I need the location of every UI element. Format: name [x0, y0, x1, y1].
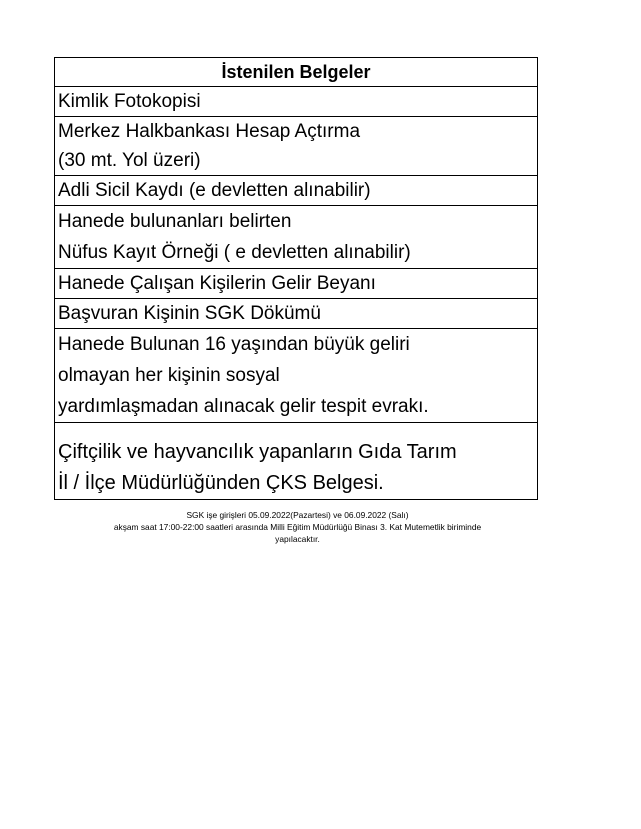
table-row: [55, 206, 537, 269]
table-header: İstenilen Belgeler: [55, 58, 537, 87]
footnote-line: yapılacaktır.: [275, 534, 320, 544]
row-text: olmayan her kişinin sosyal: [58, 365, 280, 386]
table-row: [55, 329, 537, 423]
table-row: [55, 299, 537, 329]
table-row: [55, 269, 537, 299]
row-text: Başvuran Kişinin SGK Dökümü: [58, 303, 321, 324]
table-row: [55, 87, 537, 117]
row-text: yardımlaşmadan alınacak gelir tespit evrakı.: [58, 396, 429, 417]
row-text: Hanede bulunanları belirten: [58, 211, 292, 232]
footnote: [40, 509, 555, 545]
footnote-line: akşam saat 17:00-22:00 saatleri arasında Milli Eğitim Müdürlüğü Binası 3. Kat Mutemetlik biriminde: [113, 522, 482, 532]
row-text: Hanede Çalışan Kişilerin Gelir Beyanı: [58, 273, 376, 294]
table-row: [55, 423, 537, 499]
row-text: Çiftçilik ve hayvancılık yapanların Gıda Tarım: [58, 441, 457, 463]
row-text: İl / İlçe Müdürlüğünden ÇKS Belgesi.: [58, 472, 384, 494]
row-text: Merkez Halkbankası Hesap Açtırma: [58, 121, 361, 142]
row-text: Nüfus Kayıt Örneği ( e devletten alınabilir): [58, 242, 411, 263]
required-documents-table: [54, 57, 538, 500]
row-text: (30 mt. Yol üzeri): [58, 150, 201, 171]
row-text: Kimlik Fotokopisi: [58, 91, 201, 112]
table-row: [55, 117, 537, 176]
row-text: Adli Sicil Kaydı (e devletten alınabilir): [58, 180, 371, 201]
table-row: [55, 176, 537, 206]
footnote-line: SGK işe girişleri 05.09.2022(Pazartesi) ve 06.09.2022 (Salı): [186, 510, 409, 520]
row-text: Hanede Bulunan 16 yaşından büyük geliri: [58, 334, 410, 355]
